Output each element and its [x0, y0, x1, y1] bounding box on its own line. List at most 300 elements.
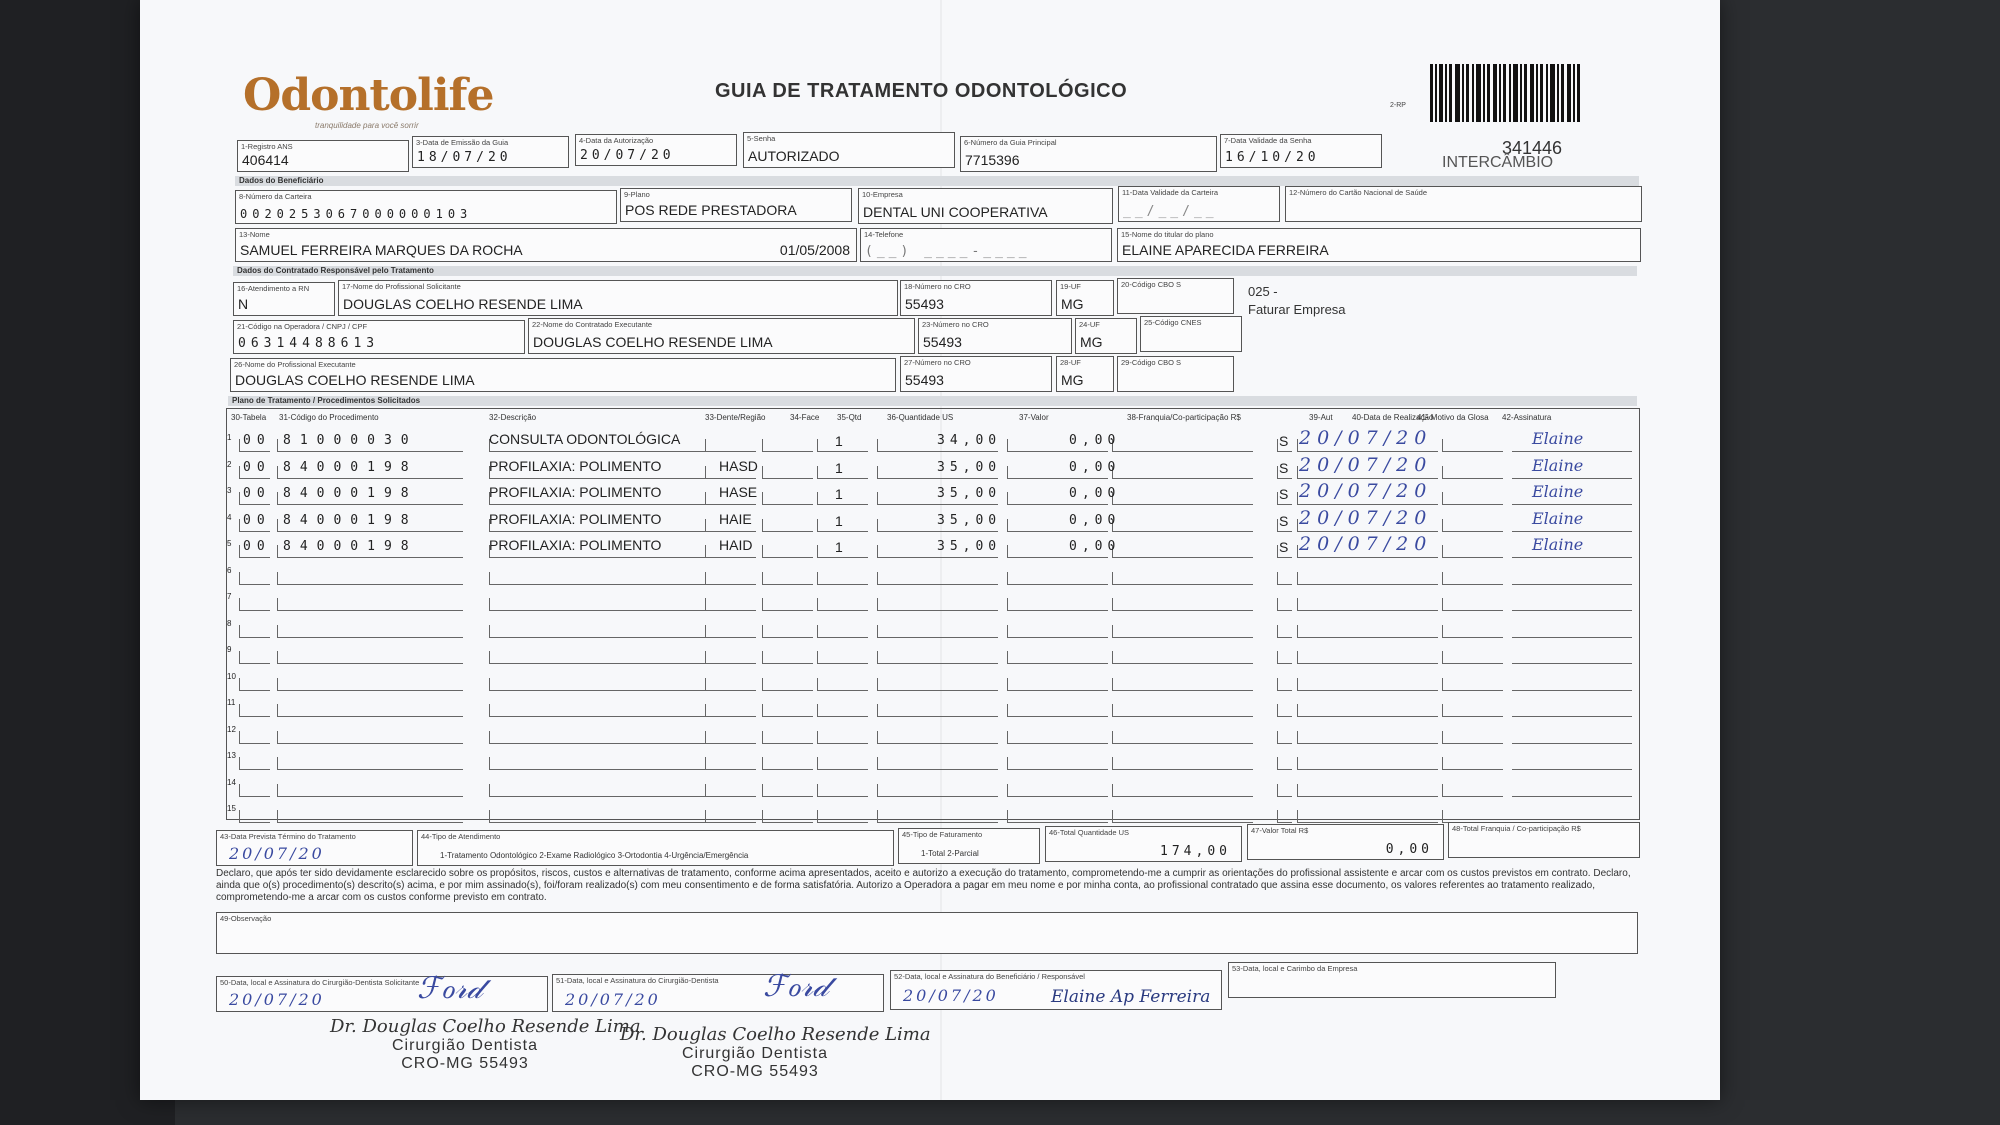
table-cell[interactable]	[705, 784, 756, 797]
codigo-value: 84000198	[283, 539, 418, 554]
table-cell[interactable]	[762, 492, 813, 505]
table-cell[interactable]	[705, 439, 756, 452]
qtd-value: 1	[835, 512, 843, 529]
field-label: 50-Data, local e Assinatura do Cirurgião-Dentista Solicitante	[220, 978, 420, 987]
signature-date: 20/07/20	[229, 990, 325, 1009]
field-label: 22-Nome do Contratado Executante	[532, 320, 653, 329]
table-cell[interactable]	[239, 651, 270, 664]
valor-value: 0,00	[1069, 486, 1121, 501]
table-cell[interactable]	[705, 598, 756, 611]
table-cell[interactable]	[489, 651, 720, 664]
table-cell[interactable]	[877, 572, 998, 585]
table-cell[interactable]	[877, 704, 998, 717]
table-cell[interactable]	[705, 704, 756, 717]
signature-cell[interactable]	[1512, 598, 1632, 611]
codigo-value: 84000198	[283, 459, 418, 475]
table-cell[interactable]	[1007, 731, 1108, 744]
table-cell[interactable]	[1112, 810, 1253, 823]
table-cell[interactable]	[489, 784, 720, 797]
field-nome-beneficiario[interactable]	[235, 228, 857, 262]
field-label: 44-Tipo de Atendimento	[421, 832, 501, 841]
table-cell[interactable]	[1007, 625, 1108, 638]
table-cell[interactable]	[1442, 731, 1503, 744]
barcode-number: 341446	[1502, 138, 1563, 158]
table-cell[interactable]	[489, 572, 720, 585]
stamp-cro: CRO-MG 55493	[691, 1063, 819, 1080]
table-cell[interactable]	[762, 731, 813, 744]
table-cell[interactable]	[817, 704, 868, 717]
row-number: 14	[227, 777, 236, 787]
row-number: 2	[227, 459, 232, 469]
table-cell[interactable]	[1277, 625, 1292, 638]
qtd-value: 1	[835, 486, 843, 502]
table-cell[interactable]	[277, 757, 463, 770]
table-cell[interactable]	[1442, 439, 1503, 452]
signature-scribble: ℱℴ𝓇𝒹	[763, 969, 829, 1004]
signature-beneficiario: Elaine Ap Ferreira	[1051, 987, 1211, 1007]
field-value: 0,00	[1385, 842, 1433, 857]
table-cell[interactable]	[489, 731, 720, 744]
field-tipo-atendimento[interactable]	[417, 830, 894, 866]
table-cell[interactable]	[1007, 757, 1108, 770]
table-cell[interactable]	[1112, 492, 1253, 505]
column-header: 32-Descrição	[489, 413, 537, 422]
field-value: 20/07/20	[580, 148, 675, 163]
table-cell[interactable]	[1442, 704, 1503, 717]
signature-cell[interactable]	[1512, 731, 1632, 744]
field-label: 16-Atendimento a RN	[237, 284, 310, 293]
field-empresa[interactable]	[858, 188, 1113, 224]
column-header: 34-Face	[790, 413, 820, 422]
field-value: DOUGLAS COELHO RESENDE LIMA	[533, 334, 773, 350]
signature-box-beneficiario[interactable]	[890, 970, 1222, 1010]
table-cell[interactable]	[817, 678, 868, 691]
table-cell[interactable]	[762, 810, 813, 823]
field-label: 18-Número no CRO	[904, 282, 971, 291]
table-cell[interactable]	[1007, 704, 1108, 717]
column-header: 30-Tabela	[231, 413, 267, 422]
table-cell[interactable]	[277, 810, 463, 823]
table-cell[interactable]	[1112, 757, 1253, 770]
row-number: 1	[227, 433, 232, 442]
table-cell[interactable]	[1277, 757, 1292, 770]
table-cell[interactable]	[1277, 731, 1292, 744]
dente-value: HAIE	[719, 510, 752, 527]
table-cell[interactable]	[817, 625, 868, 638]
table-cell[interactable]	[277, 572, 463, 585]
table-cell[interactable]	[877, 598, 998, 611]
table-cell[interactable]	[1277, 651, 1292, 664]
table-cell[interactable]	[489, 678, 720, 691]
table-cell[interactable]	[705, 810, 756, 823]
table-cell[interactable]	[277, 598, 463, 611]
row-number: 9	[227, 645, 232, 654]
field-value: 20/07/20	[229, 844, 325, 863]
valor-value: 0,00	[1069, 512, 1121, 528]
table-cell[interactable]	[1442, 757, 1503, 770]
table-cell[interactable]	[877, 784, 998, 797]
field-label: 48-Total Franquia / Co-participação R$	[1452, 824, 1581, 833]
codigo-value: 81000030	[283, 433, 418, 448]
row-number: 11	[227, 698, 236, 707]
us-value: 35,00	[937, 512, 1002, 528]
field-label: 12-Número do Cartão Nacional de Saúde	[1289, 188, 1427, 197]
table-cell[interactable]	[1112, 678, 1253, 691]
field-nascimento: 01/05/2008	[779, 242, 850, 258]
table-cell[interactable]	[1442, 545, 1503, 558]
table-cell[interactable]	[877, 731, 998, 744]
field-value: 55493	[905, 372, 944, 388]
field-label: 15-Nome do titular do plano	[1121, 230, 1214, 239]
table-cell[interactable]	[1277, 572, 1292, 585]
row-number: 7	[227, 592, 232, 601]
column-header: 38-Franquia/Co-participação R$	[1127, 413, 1241, 422]
field-label: 25-Código CNES	[1144, 318, 1202, 327]
field-label: 8-Número da Carteira	[239, 192, 312, 201]
table-cell[interactable]	[877, 625, 998, 638]
field-profissional-executante[interactable]	[230, 358, 896, 392]
table-cell[interactable]	[1442, 678, 1503, 691]
field-guia-principal[interactable]	[960, 136, 1217, 172]
descricao-value: PROFILAXIA: POLIMENTO	[489, 457, 662, 474]
data-realizacao: 20/07/20	[1299, 533, 1433, 555]
field-codigo-operadora[interactable]	[233, 320, 525, 354]
signature-box-solicitante[interactable]	[216, 971, 548, 1012]
row-number: 8	[227, 618, 232, 628]
table-cell[interactable]	[705, 757, 756, 770]
odontolife-logo: Odontolife	[243, 70, 494, 121]
aut-value: S	[1279, 539, 1289, 555]
table-cell[interactable]	[817, 731, 868, 744]
field-label: 20-Código CBO S	[1121, 280, 1182, 289]
table-cell[interactable]	[1277, 704, 1292, 717]
table-cell[interactable]	[817, 572, 868, 585]
field-cns[interactable]	[1285, 186, 1642, 222]
table-cell[interactable]	[705, 651, 756, 664]
table-cell[interactable]	[1112, 466, 1253, 479]
table-cell[interactable]	[817, 757, 868, 770]
table-cell[interactable]	[705, 625, 756, 638]
field-data-autorizacao[interactable]	[575, 134, 737, 166]
descricao-value: PROFILAXIA: POLIMENTO	[489, 537, 662, 553]
column-header: 33-Dente/Região	[705, 413, 766, 422]
row-number: 6	[227, 565, 232, 575]
field-options: 1-Total 2-Parcial	[921, 849, 979, 858]
table-cell[interactable]	[1442, 784, 1503, 797]
table-cell[interactable]	[762, 545, 813, 558]
table-cell[interactable]	[277, 784, 463, 797]
table-cell[interactable]	[239, 731, 270, 744]
tabela-value: 00	[243, 433, 271, 448]
table-cell[interactable]	[1442, 519, 1503, 532]
signature-box-cirurgiao[interactable]	[552, 969, 884, 1012]
signature-cell[interactable]	[1512, 704, 1632, 717]
field-cro-solicitante[interactable]	[900, 280, 1052, 316]
table-cell[interactable]	[1297, 678, 1438, 691]
field-value: MG	[1080, 334, 1103, 350]
table-cell[interactable]	[277, 625, 463, 638]
field-cro-contratado[interactable]	[918, 318, 1072, 354]
table-cell[interactable]	[817, 810, 868, 823]
assinatura-value: Elaine	[1532, 429, 1584, 448]
field-titular[interactable]	[1117, 228, 1641, 262]
field-label: 10-Empresa	[862, 190, 903, 199]
field-observacao[interactable]	[216, 912, 1638, 954]
table-cell[interactable]	[1007, 784, 1108, 797]
table-cell[interactable]	[1112, 731, 1253, 744]
field-label: 47-Valor Total R$	[1251, 826, 1309, 835]
table-cell[interactable]	[239, 625, 270, 638]
field-label: 28-UF	[1060, 358, 1081, 367]
field-senha[interactable]	[743, 132, 955, 168]
valor-value: 0,00	[1069, 539, 1121, 554]
table-cell[interactable]	[1112, 704, 1253, 717]
table-cell[interactable]	[1442, 651, 1503, 664]
field-data-emissao[interactable]	[412, 136, 569, 168]
stamp-role: Cirurgião Dentista	[391, 1037, 539, 1054]
field-label: 21-Código na Operadora / CNPJ / CPF	[237, 322, 368, 331]
field-label: 53-Data, local e Carimbo da Empresa	[1232, 964, 1358, 973]
field-label: 4-Data da Autorização	[579, 136, 654, 145]
table-cell[interactable]	[1112, 651, 1253, 664]
field-value: 174,00	[1160, 844, 1231, 859]
row-number: 5	[227, 539, 232, 548]
table-cell[interactable]	[817, 651, 868, 664]
field-label: 26-Nome do Profissional Executante	[234, 360, 356, 369]
field-label: 24-UF	[1079, 320, 1100, 329]
table-cell[interactable]	[1297, 598, 1438, 611]
stamp-dentist-2	[620, 1024, 931, 1081]
row-number: 12	[227, 724, 236, 734]
field-total-franquia[interactable]	[1448, 822, 1640, 858]
us-value: 35,00	[937, 486, 1002, 501]
table-cell[interactable]	[1442, 572, 1503, 585]
field-label: 51-Data, local e Assinatura do Cirurgião-Dentista	[556, 976, 719, 985]
field-label: 23-Número no CRO	[922, 320, 989, 329]
signature-cell[interactable]	[1512, 678, 1632, 691]
field-label: 7-Data Validade da Senha	[1224, 136, 1312, 145]
aut-value: S	[1279, 512, 1289, 529]
field-plano[interactable]	[620, 188, 852, 222]
table-cell[interactable]	[762, 625, 813, 638]
table-cell[interactable]	[1007, 678, 1108, 691]
column-header: 39-Aut	[1309, 413, 1333, 422]
aut-value: S	[1279, 486, 1289, 502]
table-cell[interactable]	[1112, 572, 1253, 585]
table-cell[interactable]	[239, 678, 270, 691]
field-label: 45-Tipo de Faturamento	[902, 830, 983, 839]
table-cell[interactable]	[762, 704, 813, 717]
table-cell[interactable]	[705, 678, 756, 691]
table-cell[interactable]	[705, 572, 756, 585]
field-contratado-executante[interactable]	[528, 318, 915, 354]
field-cbo-solicitante[interactable]	[1117, 278, 1234, 314]
form-title: GUIA DE TRATAMENTO ODONTOLÓGICO	[715, 80, 1128, 102]
table-cell[interactable]	[817, 598, 868, 611]
field-cro-executante[interactable]	[900, 356, 1052, 392]
field-label: 19-UF	[1060, 282, 1081, 291]
field-value: MG	[1061, 372, 1084, 388]
table-cell[interactable]	[817, 784, 868, 797]
table-cell[interactable]	[239, 572, 270, 585]
table-cell[interactable]	[1277, 598, 1292, 611]
field-label: 49-Observação	[220, 914, 272, 923]
descricao-value: CONSULTA ODONTOLÓGICA	[489, 431, 681, 447]
column-header: 31-Código do Procedimento	[279, 413, 379, 422]
table-cell[interactable]	[1007, 598, 1108, 611]
table-cell[interactable]	[489, 625, 720, 638]
valor-value: 0,00	[1069, 433, 1121, 448]
field-value: DOUGLAS COELHO RESENDE LIMA	[235, 372, 475, 388]
table-cell[interactable]	[762, 757, 813, 770]
table-cell[interactable]	[1112, 545, 1253, 558]
table-cell[interactable]	[1277, 678, 1292, 691]
field-label: 5-Senha	[747, 134, 776, 143]
table-cell[interactable]	[239, 784, 270, 797]
table-cell[interactable]	[762, 784, 813, 797]
table-cell[interactable]	[1112, 439, 1253, 452]
table-cell[interactable]	[1112, 519, 1253, 532]
field-total-us[interactable]	[1045, 826, 1242, 862]
stamp-role: Cirurgião Dentista	[681, 1045, 829, 1062]
field-value: 406414	[242, 152, 289, 168]
table-cell[interactable]	[762, 439, 813, 452]
table-cell[interactable]	[1442, 625, 1503, 638]
table-cell[interactable]	[1007, 572, 1108, 585]
table-cell[interactable]	[239, 757, 270, 770]
field-validade-carteira[interactable]	[1118, 186, 1280, 222]
field-value: DOUGLAS COELHO RESENDE LIMA	[343, 296, 583, 312]
field-registro-ans[interactable]	[237, 140, 409, 172]
form-sheet	[140, 0, 1720, 1100]
field-uf-contratado[interactable]	[1075, 318, 1137, 354]
table-cell[interactable]	[1442, 598, 1503, 611]
table-cell[interactable]	[877, 651, 998, 664]
table-cell[interactable]	[762, 519, 813, 532]
table-cell[interactable]	[1297, 810, 1438, 823]
table-cell[interactable]	[1007, 810, 1108, 823]
field-data-termino[interactable]	[216, 830, 413, 866]
field-telefone[interactable]	[860, 228, 1112, 262]
table-cell[interactable]	[762, 466, 813, 479]
table-cell[interactable]	[1442, 492, 1503, 505]
field-value: AUTORIZADO	[748, 148, 840, 164]
signature-cell[interactable]	[1512, 784, 1632, 797]
table-cell[interactable]	[1297, 731, 1438, 744]
table-cell[interactable]	[1112, 784, 1253, 797]
field-value: 7715396	[965, 152, 1020, 168]
signature-cell[interactable]	[1512, 625, 1632, 638]
table-cell[interactable]	[762, 572, 813, 585]
field-label: 29-Código CBO S	[1121, 358, 1182, 367]
field-tipo-faturamento[interactable]	[898, 828, 1040, 864]
field-value: 18/07/20	[417, 150, 512, 165]
aut-value: S	[1279, 433, 1289, 449]
field-validade-senha[interactable]	[1220, 134, 1382, 168]
signature-cell[interactable]	[1512, 651, 1632, 664]
field-profissional-solicitante[interactable]	[338, 280, 898, 316]
table-cell[interactable]	[1297, 651, 1438, 664]
field-valor-total[interactable]	[1247, 824, 1444, 860]
table-cell[interactable]	[877, 810, 998, 823]
table-cell[interactable]	[239, 704, 270, 717]
field-atendimento-rn[interactable]	[233, 282, 335, 316]
table-cell[interactable]	[239, 598, 270, 611]
table-cell[interactable]	[277, 678, 463, 691]
table-cell[interactable]	[489, 598, 720, 611]
table-cell[interactable]	[877, 757, 998, 770]
assinatura-value: Elaine	[1532, 455, 1584, 475]
table-cell[interactable]	[239, 810, 270, 823]
table-cell[interactable]	[1297, 572, 1438, 585]
field-label: 1-Registro ANS	[241, 142, 293, 151]
table-cell[interactable]	[1277, 810, 1292, 823]
table-cell[interactable]	[1297, 625, 1438, 638]
table-cell[interactable]	[1007, 651, 1108, 664]
field-value: 16/10/20	[1225, 150, 1320, 165]
column-header: 37-Valor	[1019, 413, 1049, 422]
data-realizacao: 20/07/20	[1299, 480, 1433, 502]
signature-box-empresa[interactable]	[1228, 962, 1556, 998]
signature-scribble: ℱℴ𝓇𝒹	[417, 971, 483, 1006]
field-numero-carteira[interactable]	[235, 190, 617, 224]
codigo-value: 84000198	[283, 486, 418, 501]
field-uf-solicitante[interactable]	[1056, 280, 1114, 316]
tabela-value: 00	[243, 459, 271, 475]
table-cell[interactable]	[762, 651, 813, 664]
table-cell[interactable]	[1297, 757, 1438, 770]
qtd-value: 1	[835, 433, 843, 449]
field-value: DENTAL UNI COOPERATIVA	[863, 204, 1048, 220]
table-cell[interactable]	[1442, 466, 1503, 479]
table-cell[interactable]	[489, 704, 720, 717]
table-cell[interactable]	[277, 731, 463, 744]
table-cell[interactable]	[1277, 784, 1292, 797]
field-value: 0020253067000000103	[240, 207, 473, 221]
table-cell[interactable]	[762, 678, 813, 691]
table-cell[interactable]	[877, 678, 998, 691]
table-cell[interactable]	[1112, 598, 1253, 611]
field-value: ELAINE APARECIDA FERREIRA	[1122, 242, 1329, 258]
table-cell[interactable]	[277, 651, 463, 664]
table-cell[interactable]	[1297, 704, 1438, 717]
table-cell[interactable]	[1112, 625, 1253, 638]
table-cell[interactable]	[762, 598, 813, 611]
table-cell[interactable]	[489, 810, 720, 823]
field-label: 3-Data de Emissão da Guia	[416, 138, 509, 147]
table-cell[interactable]	[277, 704, 463, 717]
field-value: 55493	[923, 334, 962, 350]
tabela-value: 00	[243, 539, 271, 554]
field-cnes[interactable]	[1140, 316, 1242, 352]
field-label: 11-Data Validade da Carteira	[1122, 188, 1219, 197]
row-number: 10	[227, 671, 236, 681]
signature-cell[interactable]	[1512, 757, 1632, 770]
signature-cell[interactable]	[1512, 572, 1632, 585]
table-cell[interactable]	[705, 731, 756, 744]
field-value: POS REDE PRESTADORA	[625, 202, 797, 218]
assinatura-value: Elaine	[1532, 508, 1584, 528]
field-uf-executante[interactable]	[1056, 356, 1114, 392]
field-value: SAMUEL FERREIRA MARQUES DA ROCHA	[240, 242, 523, 258]
column-header: 42-Assinatura	[1502, 413, 1552, 422]
row-number: 3	[227, 486, 232, 495]
table-cell[interactable]	[1297, 784, 1438, 797]
field-cbo-executante[interactable]	[1117, 356, 1234, 392]
field-value: MG	[1061, 296, 1084, 312]
field-value: 06314488613	[238, 336, 380, 351]
table-cell[interactable]	[489, 757, 720, 770]
